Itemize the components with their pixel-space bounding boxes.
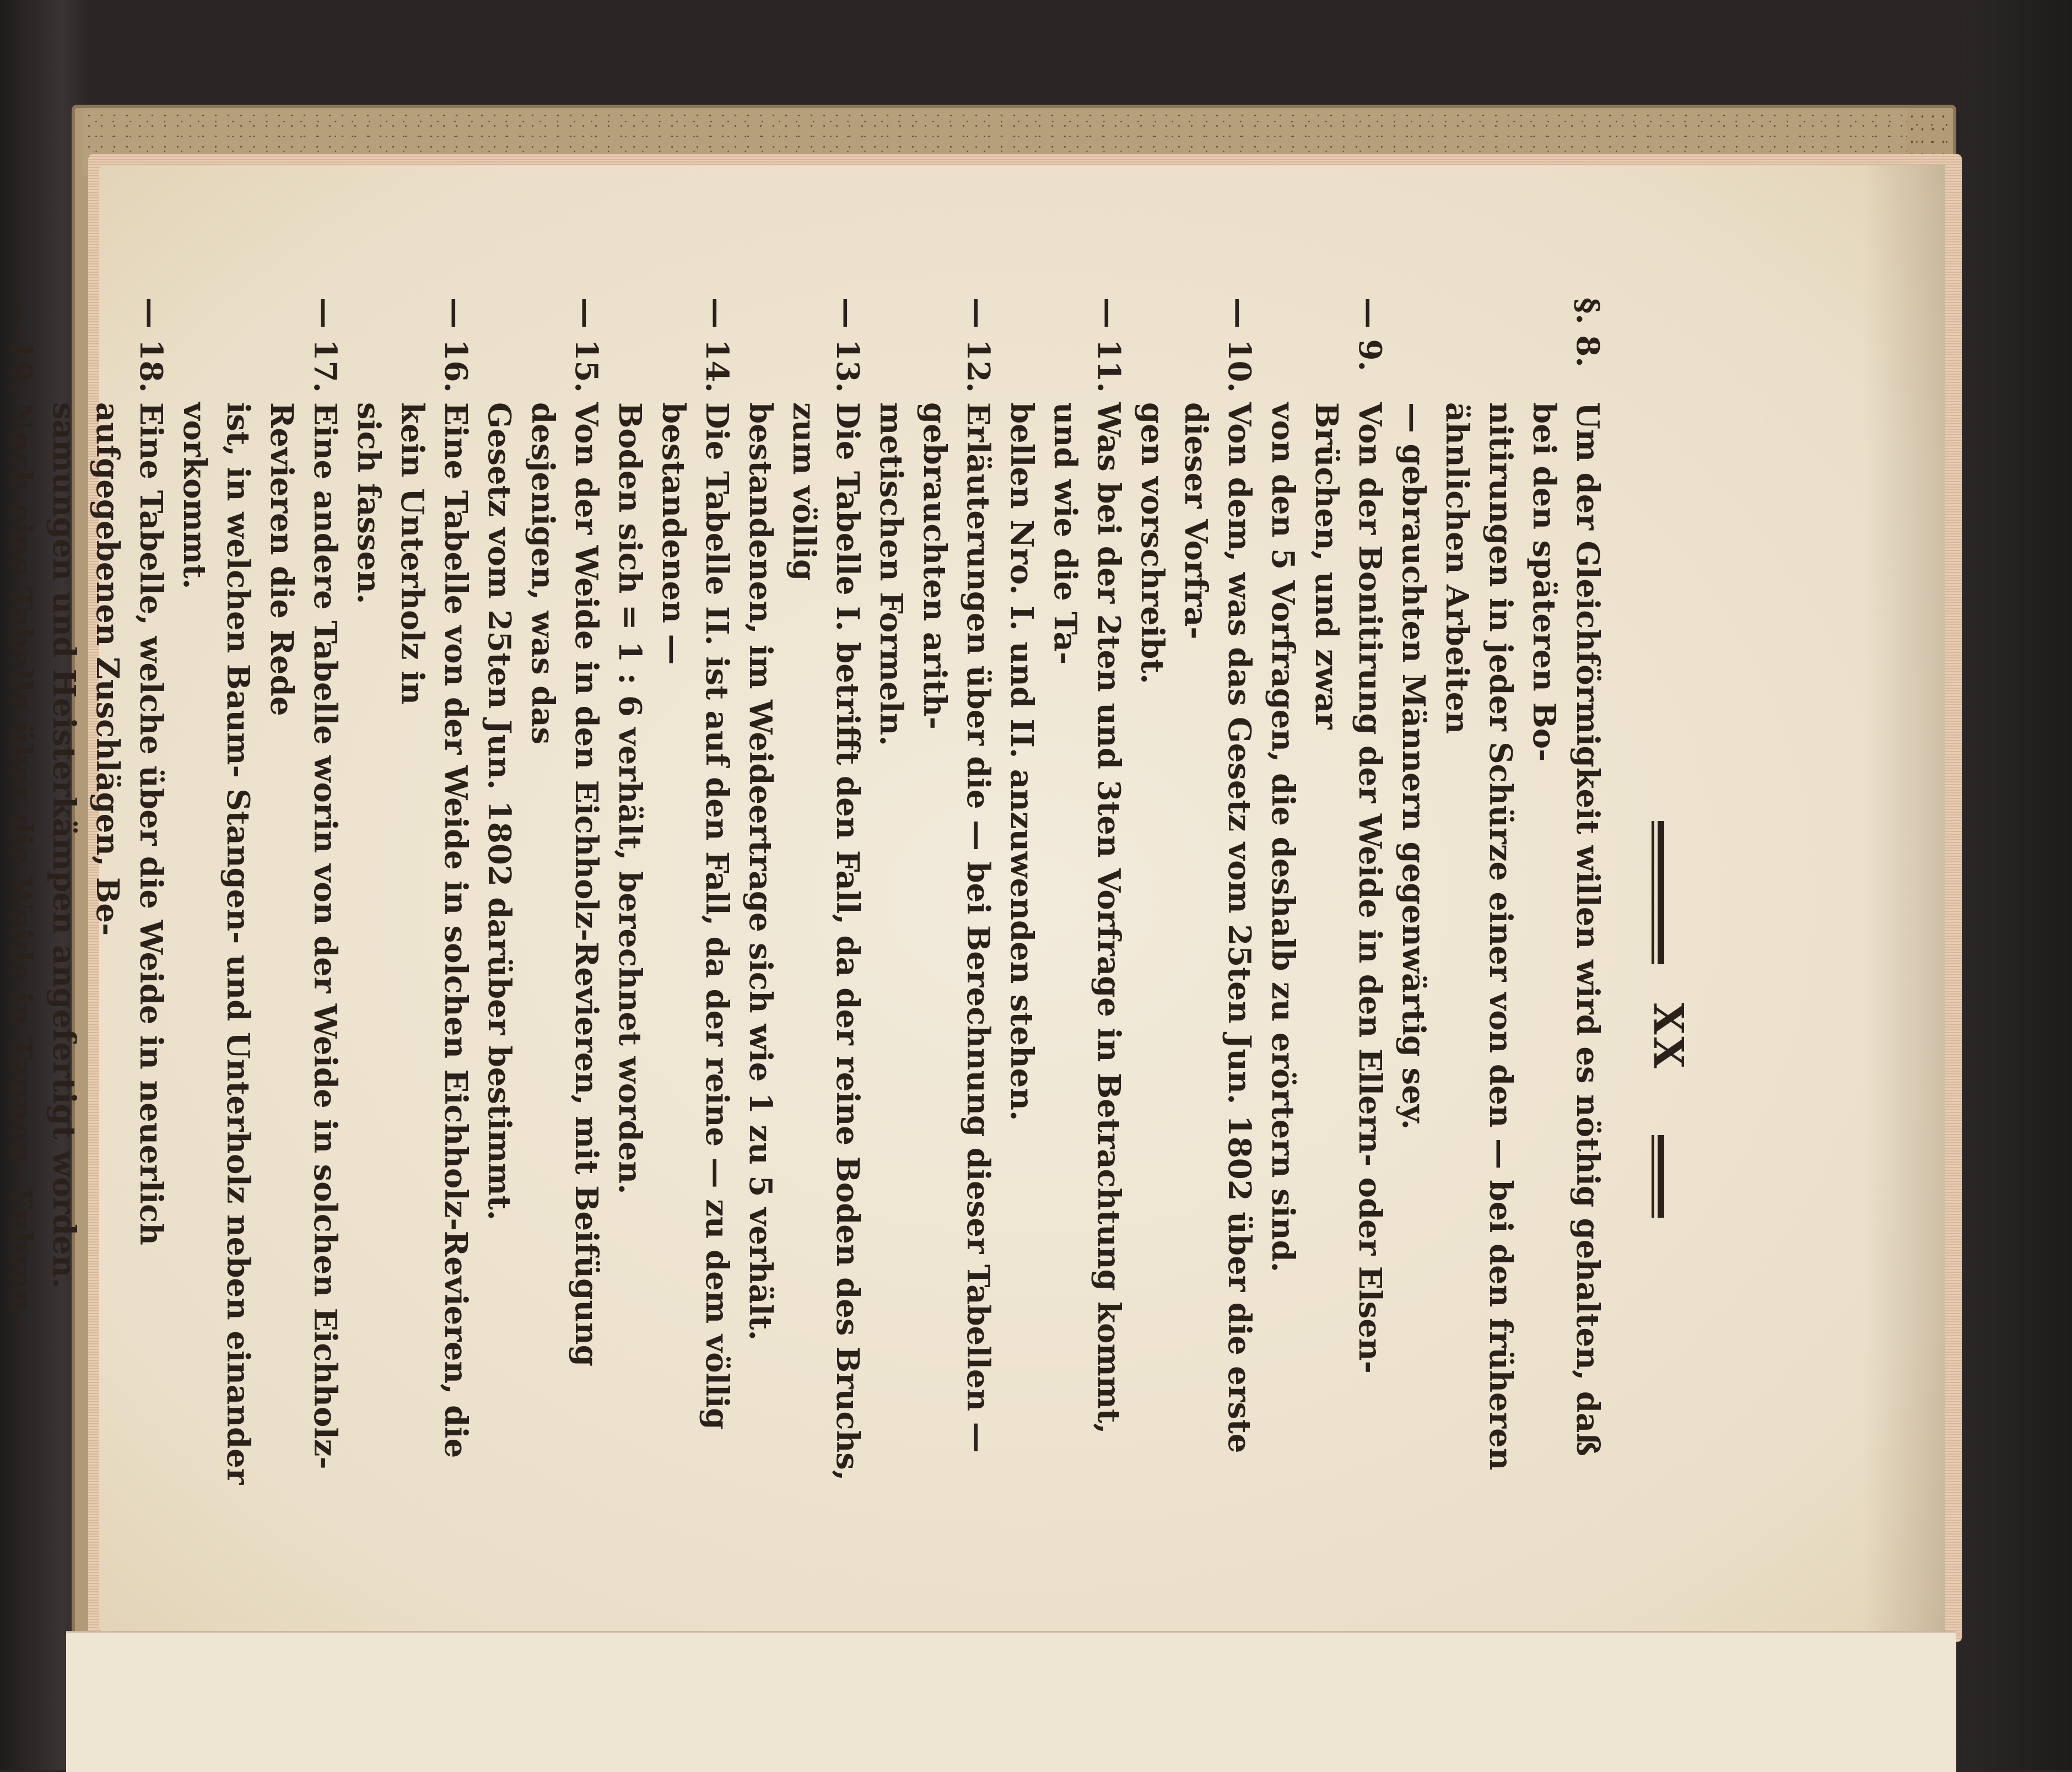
entry-number: — 10.	[1221, 298, 1258, 393]
toc-entry	[608, 298, 738, 1510]
toc-entry	[869, 298, 1000, 1510]
entry-text: Von dem, was das Gesetz vom 25ten Jun. 1802 über die erste dieser Vorfra- gen vorschreibt.	[1134, 402, 1258, 1454]
entry-number: — 18.	[133, 298, 169, 393]
toc-entry	[347, 298, 477, 1510]
page-header-title: XX	[1644, 1003, 1692, 1071]
entry-number: §. 8.	[1569, 298, 1606, 368]
entry-text: Eine Tabelle, welche über die Weide in neuerlich aufgegebenen Zuschlägen, Be- samungen und Heisterkämpen angefertigt worden.	[46, 402, 169, 1288]
next-page-edge	[66, 1631, 1956, 1772]
entry-text: Eine Tabelle von der Weide in solchen Eichholz-Revieren, die kein Unterholz in sich fassen.	[350, 402, 474, 1458]
header-rule-right	[1658, 1135, 1664, 1218]
entry-number: — 14.	[699, 298, 735, 393]
toc-entry	[0, 298, 42, 1510]
background-cloth-right	[1962, 0, 2072, 1770]
toc-entry	[1391, 298, 1609, 1510]
entry-text: Noch eine Tabelle über die Weide in Tannen- Fuhren-	[2, 402, 39, 1325]
table-of-contents	[0, 298, 1609, 1510]
toc-entry	[172, 298, 347, 1510]
entry-number: — 17.	[307, 298, 343, 393]
entry-text: Von der Weide in den Eichholz-Revieren, mit Beifügung desjenigen, was das Gesetz vom 25ten Jun. 1802 darüber bestimmt.	[481, 402, 605, 1366]
toc-entry	[1130, 298, 1261, 1510]
page-header	[1615, 298, 1703, 1510]
toc-entry	[42, 298, 172, 1510]
entry-number: — 15.	[568, 298, 605, 393]
entry-text: Was bei der 2ten und 3ten Vorfrage in Betrachtung kommt, und wie die Ta- bellen Nro. I. und II. anzuwenden stehen.	[1003, 402, 1127, 1434]
entry-text: Erläuterungen über die — bei Berechnung dieser Tabellen — gebrauchten arith- metischen Formeln.	[873, 402, 996, 1453]
toc-entry	[738, 298, 869, 1510]
entry-number: — 12.	[960, 298, 996, 393]
entry-text: Die Tabelle II. ist auf den Fall, da der reine — zu dem völlig bestandenen — Boden sich = 1 : 6 verhält, berechnet worden.	[612, 402, 735, 1430]
entry-text: Um der Gleichförmigkeit willen wird es nöthig gehalten, daß bei den späteren Bo- nitirungen in jeder Schürze einer von den — bei den früheren ähnlichen Arbeiten — gebrauchten Männern gegenwärtig sey.	[1395, 402, 1606, 1471]
entry-number: — 16.	[438, 298, 474, 393]
entry-text: Von der Bonitirung der Weide in den Ellern- oder Elsen-Brüchen, und zwar von den 5 Vorfragen, die deshalb zu erörtern sind.	[1265, 402, 1388, 1374]
entry-number: — 9.	[1352, 298, 1388, 371]
toc-entry	[477, 298, 608, 1510]
entry-number: — 13.	[829, 298, 866, 393]
toc-entry	[1261, 298, 1391, 1510]
rotated-text-block	[2, 298, 1703, 1510]
header-rule-left	[1658, 821, 1664, 964]
entry-number: — 19.	[2, 298, 39, 393]
entry-number: — 11.	[1091, 298, 1127, 393]
entry-text: Eine andere Tabelle worin von der Weide in solchen Eichholz-Revieren die Rede ist, in welchen Baum- Stangen- und Unterholz neben einander vorkommt.	[176, 402, 343, 1485]
entry-text: Die Tabelle I. betrifft den Fall, da der reine Boden des Bruchs, zum völlig bestandenen, im Weideertrage sich wie 1 zu 5 verhält.	[742, 402, 866, 1481]
page-gutter-shadow	[1863, 165, 1945, 1631]
toc-entry	[1000, 298, 1130, 1510]
